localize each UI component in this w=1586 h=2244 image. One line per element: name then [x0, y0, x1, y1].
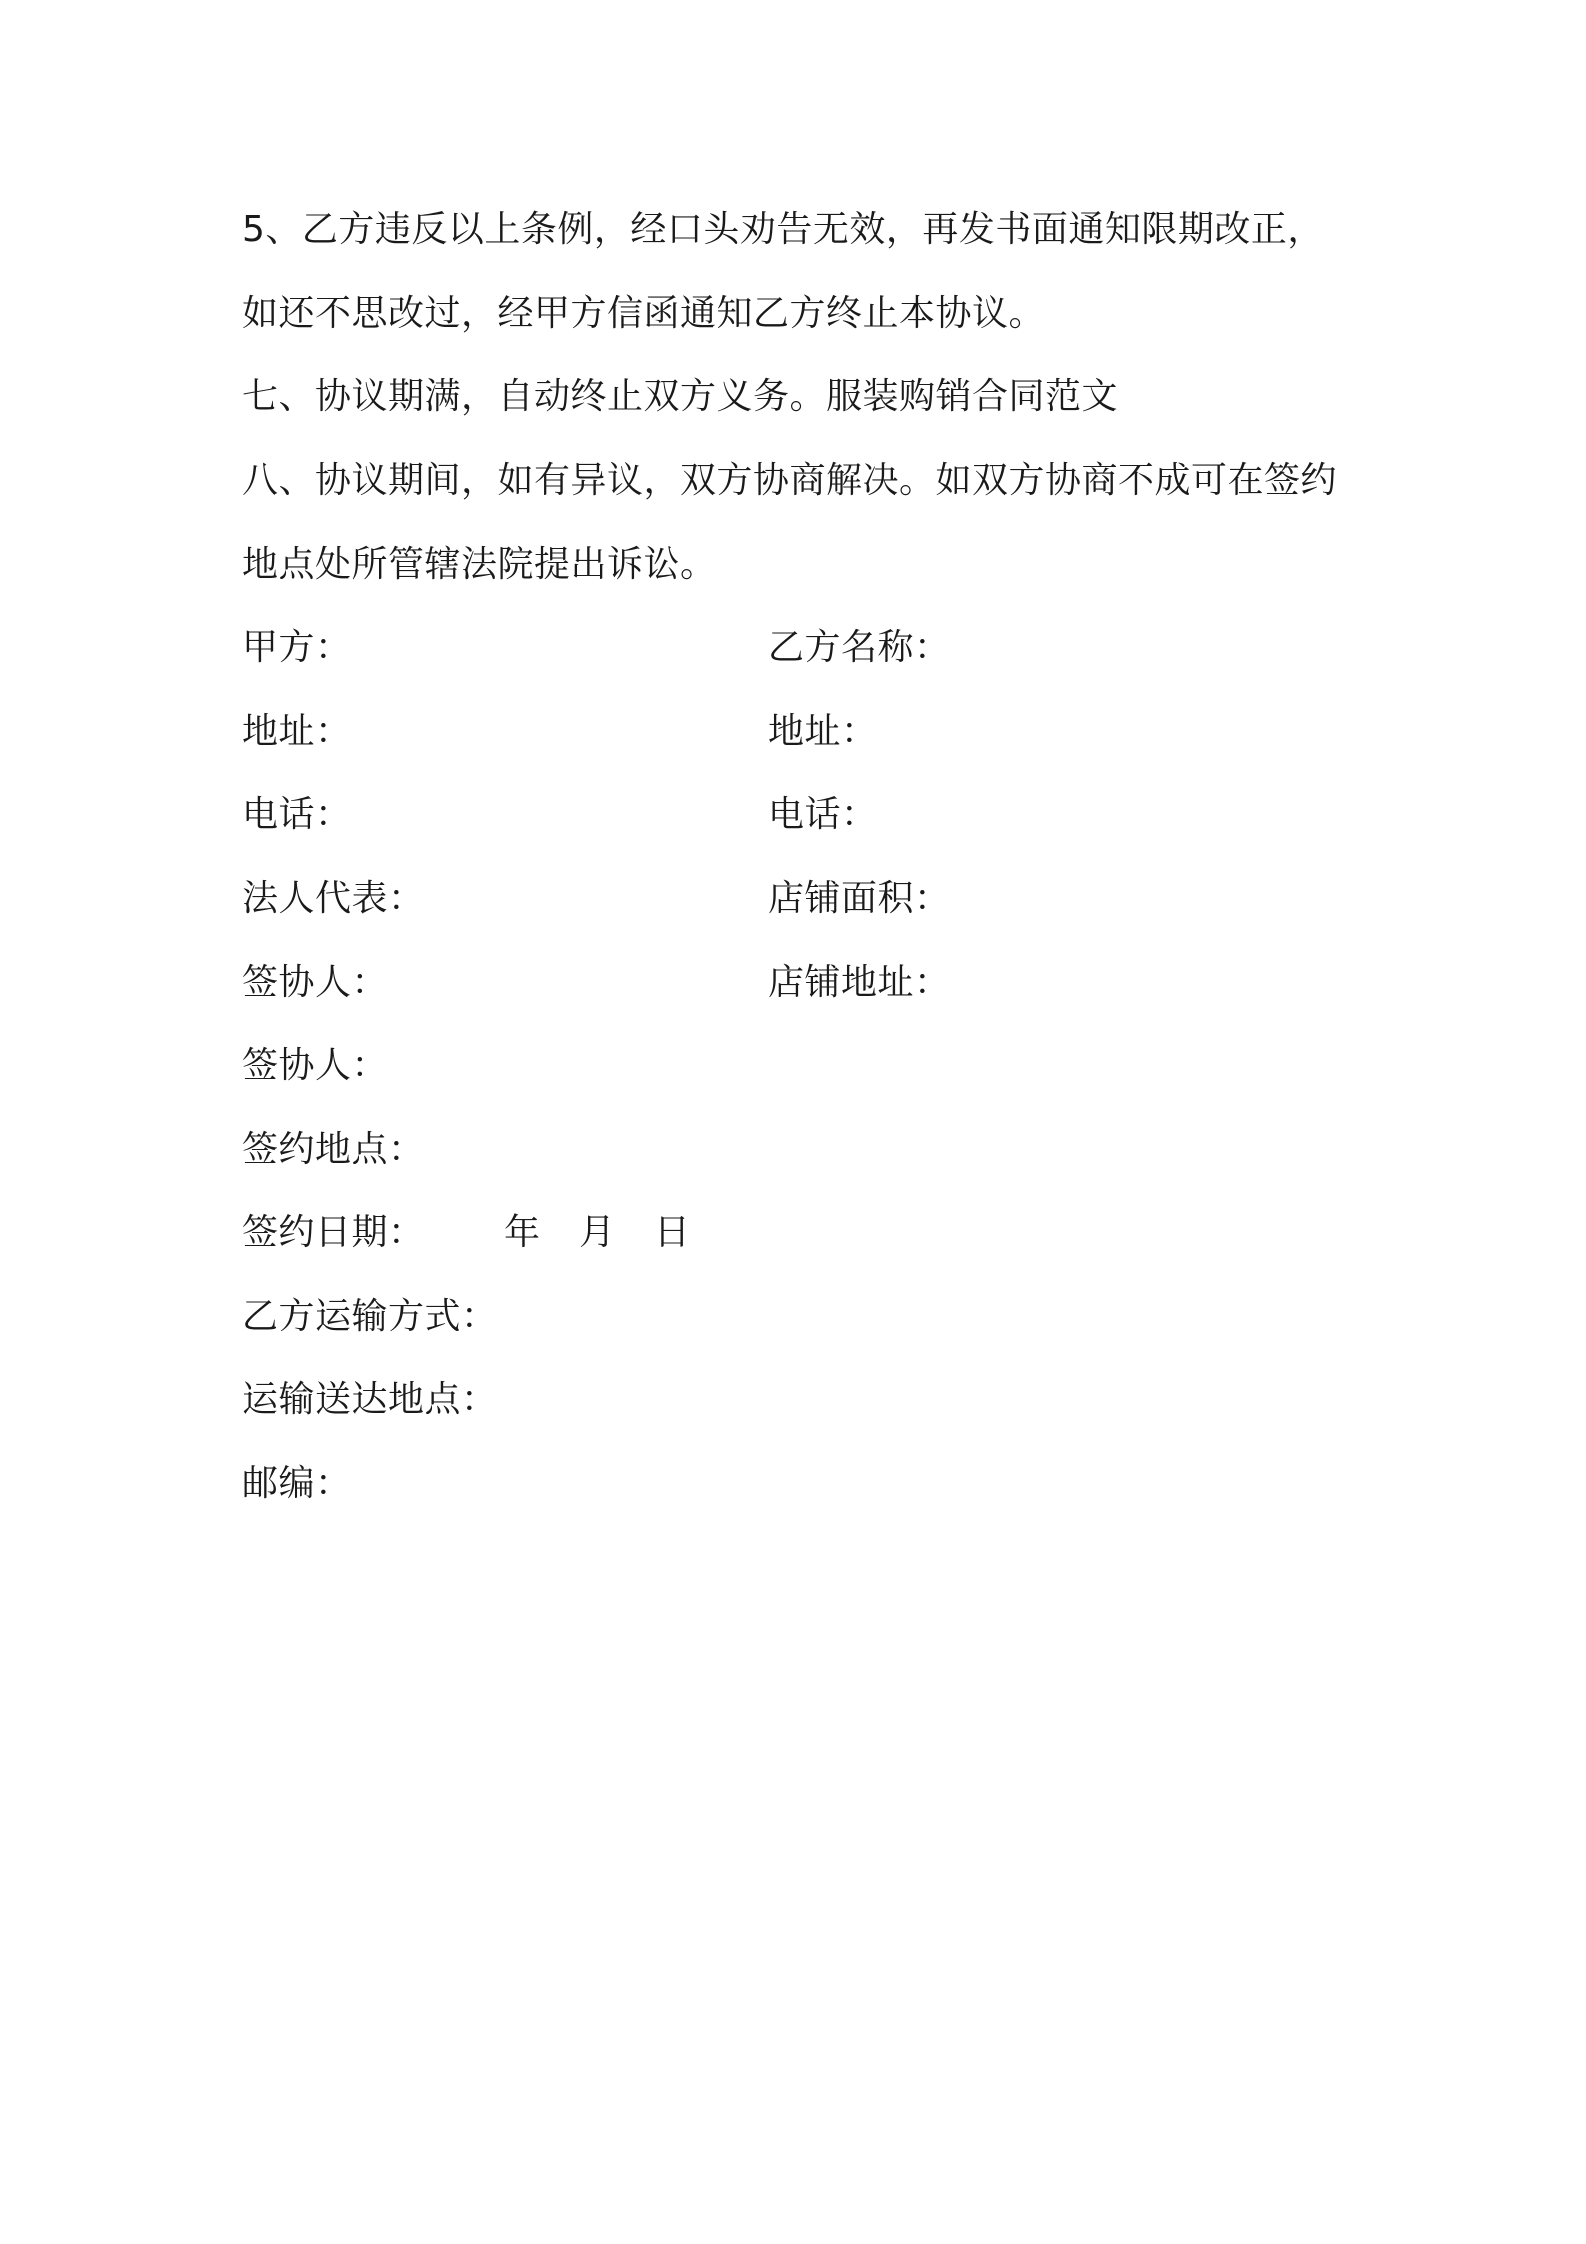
signing-date-month: 月	[579, 1212, 616, 1253]
transport-method-label: 乙方运输方式：	[242, 1296, 498, 1337]
party-b-address-label: 地址：	[768, 711, 878, 752]
party-b-shop-address-label: 店铺地址：	[768, 962, 951, 1003]
party-a-legal-rep-label: 法人代表：	[242, 878, 425, 919]
party-a-signer-2-label: 签协人：	[242, 1045, 389, 1086]
signing-date-label: 签约日期：	[242, 1212, 425, 1253]
delivery-place-label: 运输送达地点：	[242, 1379, 498, 1420]
clause-5-line-1: 5、乙方违反以上条例，经口头劝告无效，再发书面通知限期改正，	[242, 209, 1324, 250]
signing-date-year: 年	[504, 1212, 541, 1253]
signing-place-label: 签约地点：	[242, 1129, 425, 1170]
party-a-signer-1-label: 签协人：	[242, 962, 389, 1003]
clause-8-line-2: 地点处所管辖法院提出诉讼。	[242, 544, 717, 585]
signing-date-day: 日	[654, 1212, 691, 1253]
party-b-name-label: 乙方名称：	[768, 627, 951, 668]
clause-7: 七、协议期满，自动终止双方义务。服装购销合同范文	[242, 376, 1119, 417]
party-a-name-label: 甲方：	[242, 627, 352, 668]
postcode-label: 邮编：	[242, 1463, 352, 1504]
party-a-address-label: 地址：	[242, 711, 352, 752]
clause-5-line-2: 如还不思改过，经甲方信函通知乙方终止本协议。	[242, 293, 1046, 334]
signing-date-row	[242, 1211, 691, 1255]
clause-8-line-1: 八、协议期间，如有异议，双方协商解决。如双方协商不成可在签约	[242, 460, 1338, 501]
party-b-phone-label: 电话：	[768, 794, 878, 835]
party-a-phone-label: 电话：	[242, 794, 352, 835]
party-b-shop-area-label: 店铺面积：	[768, 878, 951, 919]
